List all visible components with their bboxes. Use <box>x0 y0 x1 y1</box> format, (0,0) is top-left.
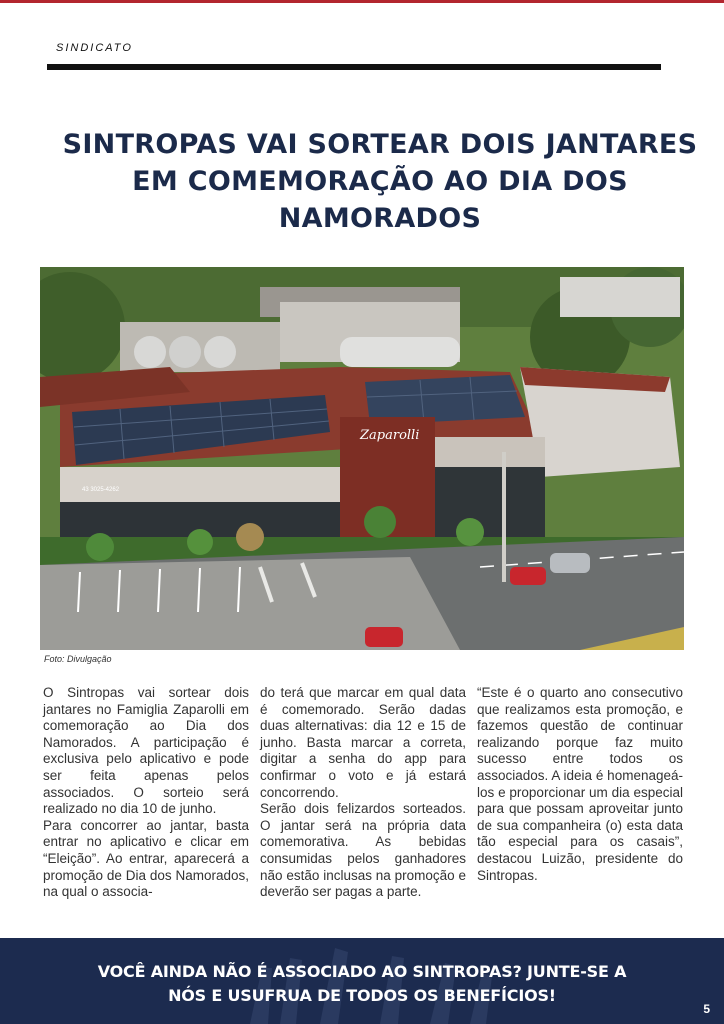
footer-banner <box>0 938 724 1024</box>
photo-caption: Foto: Divulgação <box>44 654 112 664</box>
page-number: 5 <box>703 1002 710 1016</box>
photo-sign: Zaparolli <box>360 428 420 443</box>
article-photo <box>40 267 684 650</box>
paragraph: Serão dois felizardos sorteados. O jantar será na própria data comemorativa. As bebidas consumidas pelos ganhadores não estão inclusas na promoção e deverão ser pagas a parte. <box>260 801 466 900</box>
article-column-2 <box>260 685 466 901</box>
footer-cta-line-2: NÓS E USUFRUA DE TODOS OS BENEFÍCIOS! <box>168 986 556 1005</box>
photo-phone: 43 3025-4262 <box>82 487 120 493</box>
section-label: SINDICATO <box>56 42 133 54</box>
paragraph: O Sintropas vai sortear dois jantares no Famiglia Zaparolli em comemoração ao Dia dos Namorados. A participação é exclusiva pelo aplicativo e pode ser feita apenas pelos associados. O sorteio será realizado no dia 10 de junho. <box>43 685 249 817</box>
article-column-3 <box>477 685 683 884</box>
paragraph: do terá que marcar em qual data é comemorado. Serão dadas duas alternativas: dia 12 e 15 de junho. Basta marcar a correta, digitar a senha do app para confirmar o voto e já estará concorrendo. <box>260 685 466 800</box>
article-column-1 <box>43 685 249 901</box>
top-accent-strip <box>0 0 724 3</box>
footer-cta-line-1: VOCÊ AINDA NÃO É ASSOCIADO AO SINTROPAS? JUNTE-SE A <box>97 962 627 981</box>
paragraph: “Este é o quarto ano consecutivo que realizamos esta promoção, e fazemos questão de continuar realizando porque faz muito sucesso entre todos os associados. A ideia é homenageá-los e proporcionar um dia especial para que possam aproveitar junto de sua companheira (o) esta data tão especial para os casais”, destacou Luizão, presidente do Sintropas. <box>477 685 683 883</box>
section-rule <box>47 64 661 70</box>
article-title: SINTROPAS VAI SORTEAR DOIS JANTARES EM COMEMORAÇÃO AO DIA DOS NAMORADOS <box>62 129 698 234</box>
paragraph: Para concorrer ao jantar, basta entrar no aplicativo e clicar em “Eleição”. Ao entrar, aparecerá a promoção de Dia dos Namorados, na qual o associa- <box>43 817 249 900</box>
footer-cta <box>60 960 664 1008</box>
article-body <box>43 685 683 925</box>
